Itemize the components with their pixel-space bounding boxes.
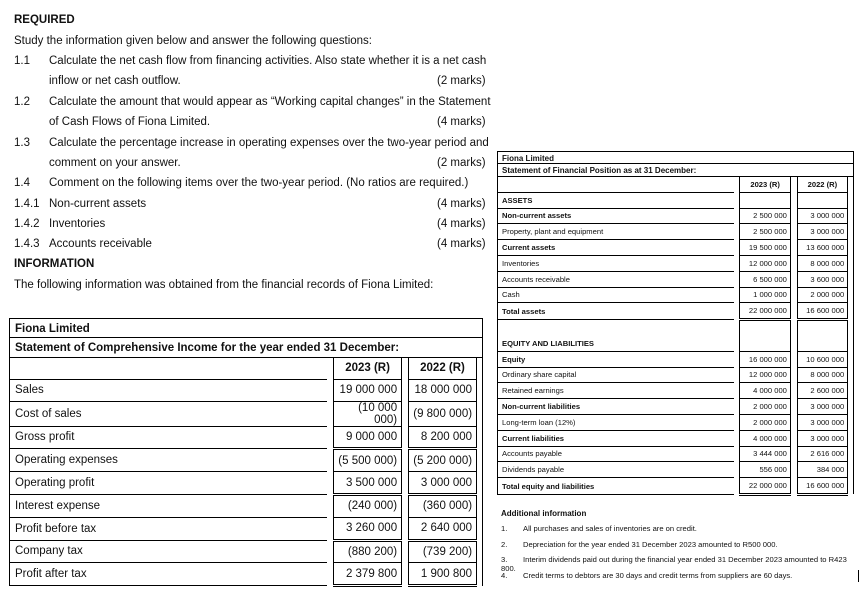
row-label: Current liabilities [498,430,734,446]
column-header-2023: 2023 (R) [334,358,402,379]
table-row [10,540,483,563]
income-statement-table [9,358,483,587]
value-2023: (5 500 000) [334,449,402,472]
table-row [498,208,854,224]
value-2022: 3 000 000 [797,414,848,430]
row-label: Accounts payable [498,446,734,462]
income-statement [9,318,483,587]
additional-information [501,509,862,586]
table-row [10,449,483,472]
value-2022: 3 000 000 [797,224,848,240]
table-row [498,430,854,446]
table-header-row [10,358,483,379]
value-2023: 2 500 000 [740,208,791,224]
subquestion-marks: (4 marks) [437,198,486,210]
subquestion-marks: (4 marks) [437,238,486,250]
required-heading: REQUIRED [14,14,75,26]
additional-information-title: Additional information [501,509,587,518]
row-label: Long-term loan (12%) [498,414,734,430]
value-2022: (739 200) [408,540,476,563]
value-2023: 3 260 000 [334,517,402,540]
value-2023: (880 200) [334,540,402,563]
value-2023: 19 000 000 [334,379,402,401]
table-row [10,426,483,449]
table-row [498,303,854,320]
value-2022: 2 616 000 [797,446,848,462]
row-label: Current assets [498,240,734,256]
value-2023: (240 000) [334,494,402,517]
value-2023: 9 000 000 [334,426,402,449]
subquestion-text: Accounts receivable [49,238,152,250]
subquestion-text: Inventories [49,218,106,230]
table-row [10,379,483,401]
value-2022: 2 640 000 [408,517,476,540]
list-item-number: 2. [501,539,508,549]
value-2022: 8 000 000 [797,367,848,383]
row-label: Operating expenses [10,449,328,472]
value-2022: (9 800 000) [408,401,476,426]
information-text: The following information was obtained from the financial records of Fiona Limited: [14,279,434,291]
question-text: Calculate the percentage increase in operating expenses over the two-year period and [49,137,489,149]
row-label: Ordinary share capital [498,367,734,383]
value-2023: 556 000 [740,462,791,478]
row-label: Gross profit [10,426,328,449]
table-row [498,240,854,256]
financial-position-company: Fiona Limited [497,151,854,164]
value-2023: 1 000 000 [740,287,791,303]
value-2023: 19 500 000 [740,240,791,256]
table-row [10,401,483,426]
row-label: Cash [498,287,734,303]
question-text: inflow or net cash outflow. [49,75,181,87]
row-label: Sales [10,379,328,401]
row-label: Cost of sales [10,401,328,426]
question-marks: (2 marks) [437,157,486,169]
value-2022: 18 000 000 [408,379,476,401]
value-2022 [797,192,848,208]
list-item-number: 3. [501,555,508,564]
row-label: Profit before tax [10,517,328,540]
table-row [498,336,854,351]
table-row [498,255,854,271]
table-row [498,462,854,478]
list-item [501,524,862,540]
value-2022: 8 000 000 [797,255,848,271]
financial-position-statement [497,151,854,496]
question-text: of Cash Flows of Fiona Limited. [49,116,211,128]
table-row [498,367,854,383]
list-item-text: All purchases and sales of inventories are on credit. [523,524,697,533]
value-2023: 16 000 000 [740,351,791,367]
row-label: Dividends payable [498,462,734,478]
value-2023: 2 500 000 [740,224,791,240]
list-item-text: Depreciation for the year ended 31 December 2023 amounted to R500 000. [523,539,778,549]
row-label: Retained earnings [498,383,734,399]
table-row [498,399,854,415]
question-number: 1.3 [14,137,30,149]
row-label: Interest expense [10,494,328,517]
list-item-number: 4. [501,570,508,580]
subquestion-number: 1.4.3 [14,238,40,250]
value-2022: 3 000 000 [408,472,476,495]
value-2022: 2 600 000 [797,383,848,399]
value-2023 [740,192,791,208]
question-number: 1.1 [14,55,30,67]
value-2023: 22 000 000 [740,303,791,320]
text-cursor [858,570,859,582]
table-header-row [498,177,854,192]
financial-position-title: Statement of Financial Position as at 31 December: [497,164,854,177]
value-2022: 16 600 000 [797,478,848,495]
row-label: Non-current liabilities [498,399,734,415]
value-2023: 4 000 000 [740,430,791,446]
list-item-text: Credit terms to debtors are 30 days and credit terms from suppliers are 60 days. [523,570,793,580]
subquestion-number: 1.4.2 [14,218,40,230]
value-2022: 16 600 000 [797,303,848,320]
row-label: Operating profit [10,472,328,495]
list-item [501,571,862,587]
subquestion-marks: (4 marks) [437,218,486,230]
question-text: Calculate the amount that would appear as “Working capital changes” in the Statement [49,96,491,108]
intro-text: Study the information given below and answer the following questions: [14,35,372,47]
row-label: ASSETS [498,192,734,208]
column-header-2023: 2023 (R) [740,177,791,192]
value-2023: 3 500 000 [334,472,402,495]
table-row [10,494,483,517]
row-label: Profit after tax [10,563,328,586]
value-2023: 2 379 800 [334,563,402,586]
row-label: Accounts receivable [498,271,734,287]
value-2022: 3 000 000 [797,208,848,224]
column-header-2022: 2022 (R) [797,177,848,192]
value-2023: 4 000 000 [740,383,791,399]
question-text: Comment on the following items over the two-year period. (No ratios are required.) [49,177,469,189]
list-item [501,555,862,571]
table-row [10,472,483,495]
value-2022: 3 000 000 [797,399,848,415]
value-2022: (360 000) [408,494,476,517]
value-2023: 2 000 000 [740,414,791,430]
value-2023: 3 444 000 [740,446,791,462]
financial-position-table [497,177,854,496]
value-2022: (5 200 000) [408,449,476,472]
row-label: Equity [498,351,734,367]
table-row [498,192,854,208]
question-marks: (2 marks) [437,75,486,87]
information-heading: INFORMATION [14,258,95,270]
question-marks: (4 marks) [437,116,486,128]
table-row [498,383,854,399]
value-2022: 384 000 [797,462,848,478]
income-statement-company: Fiona Limited [9,318,483,338]
row-label: Property, plant and equipment [498,224,734,240]
row-label: Total equity and liabilities [498,478,734,495]
value-2022: 3 600 000 [797,271,848,287]
question-number: 1.4 [14,177,30,189]
value-2023: 6 500 000 [740,271,791,287]
row-label: Company tax [10,540,328,563]
value-2023: 12 000 000 [740,367,791,383]
table-row [498,224,854,240]
table-row [498,287,854,303]
value-2023: 22 000 000 [740,478,791,495]
question-text: Calculate the net cash flow from financing activities. Also state whether it is a net cash [49,55,487,67]
value-2022: 3 000 000 [797,430,848,446]
table-row [10,517,483,540]
row-label: Total assets [498,303,734,320]
row-label [498,320,734,336]
question-text: comment on your answer. [49,157,181,169]
table-row [498,271,854,287]
question-number: 1.2 [14,96,30,108]
table-row [498,478,854,495]
value-2022 [797,336,848,351]
list-item-number: 1. [501,524,508,533]
value-2023: (10 000 000) [334,401,402,426]
table-row [498,414,854,430]
value-2022: 8 200 000 [408,426,476,449]
table-row [10,563,483,586]
value-2022: 10 600 000 [797,351,848,367]
table-row [498,320,854,336]
value-2023: 12 000 000 [740,255,791,271]
table-row [498,446,854,462]
column-header-2022: 2022 (R) [408,358,476,379]
value-2022: 2 000 000 [797,287,848,303]
row-label: Non-current assets [498,208,734,224]
list-item-text: Interim dividends paid out during the financial year ended 31 December 2023 amounted to R423 800. [501,555,847,573]
list-item [501,540,862,556]
subquestion-number: 1.4.1 [14,198,40,210]
value-2022: 1 900 800 [408,563,476,586]
row-label: EQUITY AND LIABILITIES [498,336,734,351]
income-statement-title: Statement of Comprehensive Income for the year ended 31 December: [9,338,483,358]
row-label: Inventories [498,255,734,271]
value-2023 [740,320,791,336]
table-row [498,351,854,367]
value-2022: 13 600 000 [797,240,848,256]
value-2022 [797,320,848,336]
value-2023: 2 000 000 [740,399,791,415]
subquestion-text: Non-current assets [49,198,147,210]
value-2023 [740,336,791,351]
